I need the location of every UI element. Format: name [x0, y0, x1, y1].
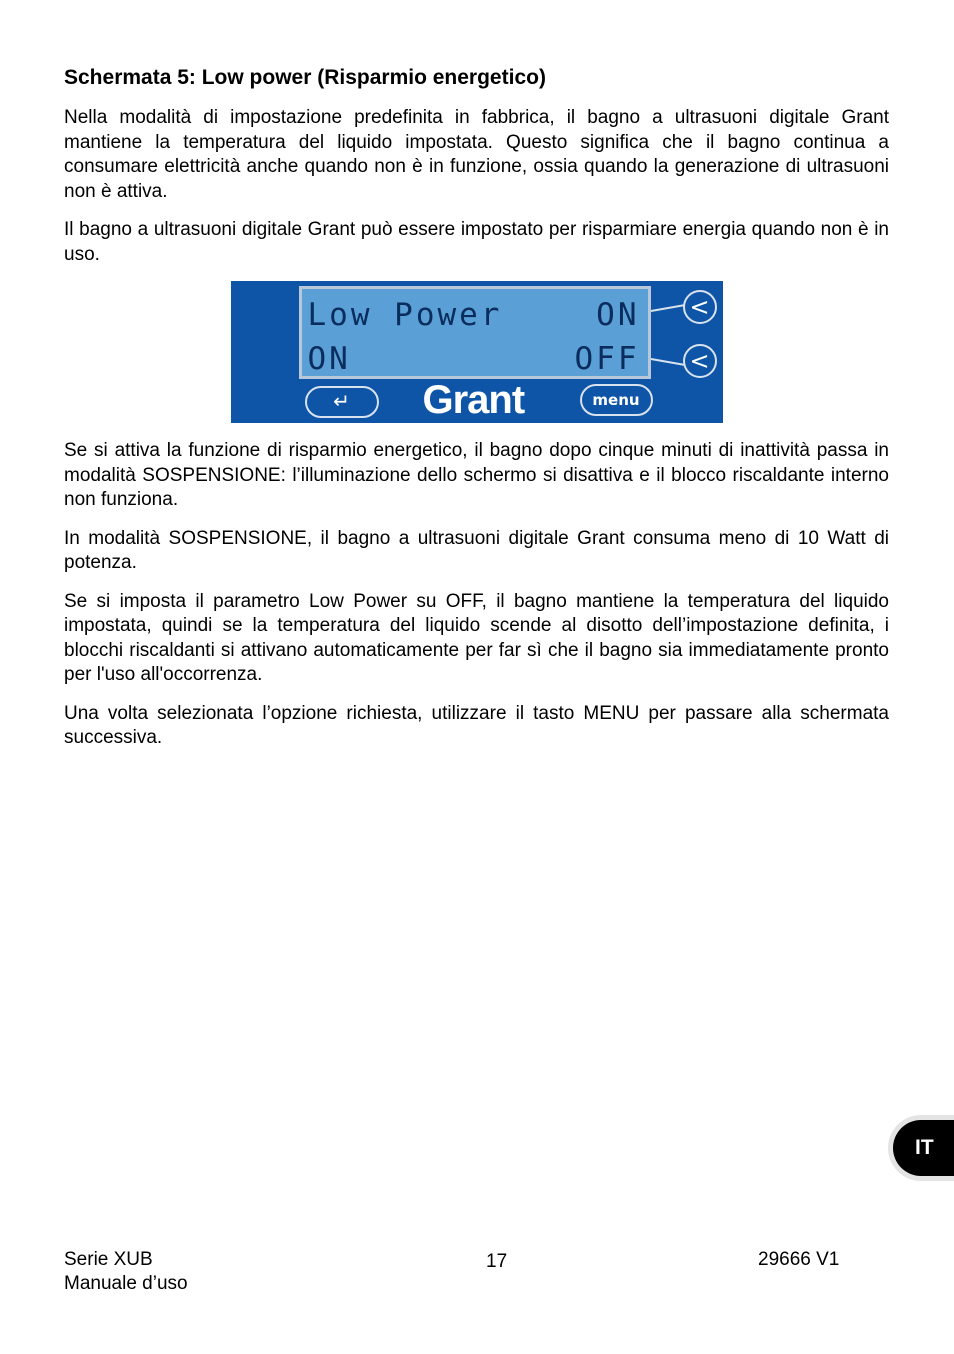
- lcd-line-1: [302, 295, 648, 337]
- language-tab: [888, 1115, 954, 1181]
- lcd-parameter-name: Low Power: [307, 297, 503, 333]
- select-arrow-button-bottom[interactable]: [683, 344, 717, 378]
- lcd-parameter-value: ON: [596, 297, 640, 333]
- page-number: 17: [486, 1251, 508, 1272]
- paragraph-next-screen: Una volta selezionata l’opzione richiesta, utilizzare il tasto MENU per passare alla schermata successiva.: [64, 702, 889, 748]
- grant-logo: Grant: [422, 378, 525, 422]
- chevron-left-icon: <: [689, 347, 710, 375]
- footer-manual: Manuale d’uso: [64, 1273, 188, 1294]
- control-panel: [231, 281, 723, 423]
- paragraph-low-power-off: Se si imposta il parametro Low Power su OFF, il bagno mantiene la temperatura del liquido impostata, quindi se la temperatura del liquido scende al disotto dell’impostazione definita, i blocchi riscaldanti si attivano automaticamente per far sì che il bagno sia immediatamente pronto per l'uso all'occorrenza.: [64, 590, 889, 685]
- enter-icon: ↵: [333, 389, 350, 413]
- footer-left: [64, 1248, 188, 1296]
- paragraph-consumption: In modalità SOSPENSIONE, il bagno a ultrasuoni digitale Grant consuma meno di 10 Watt di potenza.: [64, 527, 889, 573]
- lcd-option-on: ON: [307, 341, 351, 377]
- footer-series: Serie XUB: [64, 1249, 153, 1270]
- paragraph-intro: Nella modalità di impostazione predefinita in fabbrica, il bagno a ultrasuoni digitale Grant mantiene la temperatura del liquido impostata. Questo significa che il bagno continua a consumare elettricità anche quando non è in funzione, ossia quando la generazione di ultrasuoni non è attiva.: [64, 107, 889, 202]
- connector-line-2: [650, 358, 684, 366]
- document-code: 29666 V1: [758, 1249, 840, 1270]
- language-label: IT: [893, 1120, 954, 1176]
- lcd-option-off: OFF: [574, 341, 640, 377]
- display-figure: [64, 281, 889, 423]
- chevron-left-icon: <: [689, 293, 710, 321]
- select-arrow-button-top[interactable]: [683, 290, 717, 324]
- enter-button[interactable]: [305, 386, 379, 418]
- paragraph-energy-saving: Il bagno a ultrasuoni digitale Grant può essere impostato per risparmiare energia quando non è in uso.: [64, 219, 889, 265]
- connector-line-1: [650, 304, 684, 312]
- page-content: [64, 64, 889, 765]
- paragraph-standby: Se si attiva la funzione di risparmio energetico, il bagno dopo cinque minuti di inattività passa in modalità SOSPENSIONE: l’illuminazione dello schermo si disattiva e il blocco riscaldante interno non funziona.: [64, 440, 889, 510]
- section-heading: Schermata 5: Low power (Risparmio energetico): [64, 66, 546, 89]
- lcd-screen: [299, 286, 651, 379]
- menu-button[interactable]: menu: [580, 384, 653, 416]
